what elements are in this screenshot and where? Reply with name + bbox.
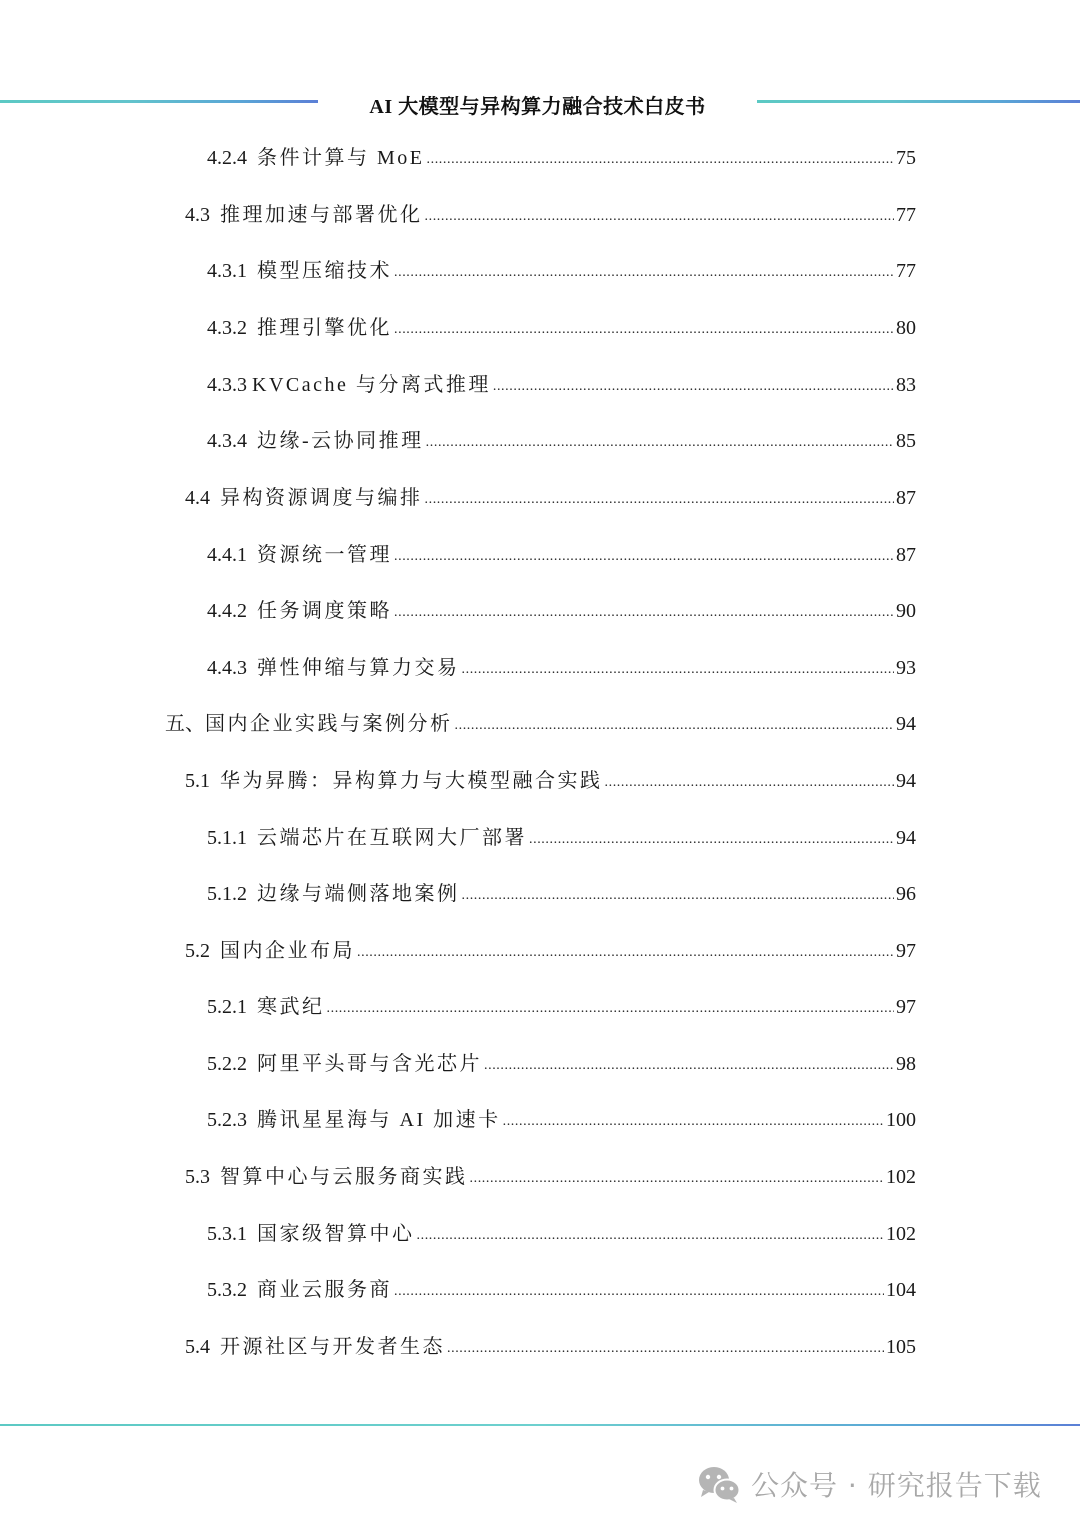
watermark-text: 公众号 · 研究报告下载 bbox=[751, 1469, 1042, 1502]
toc-entry-title: 边缘-云协同推理 bbox=[257, 430, 424, 452]
toc-entry-page: 83 bbox=[896, 374, 916, 396]
toc-entry-page: 96 bbox=[896, 883, 916, 905]
toc-entry[interactable] bbox=[207, 314, 916, 342]
toc-entry-title: 边缘与端侧落地案例 bbox=[257, 883, 460, 905]
toc-leader-dots bbox=[327, 995, 895, 1023]
toc-entry-page: 87 bbox=[896, 544, 916, 566]
toc-entry-page: 93 bbox=[896, 657, 916, 679]
toc-leader-dots bbox=[503, 1108, 884, 1136]
toc-entry-title: 华为昇腾：异构算力与大模型融合实践 bbox=[220, 770, 603, 792]
toc-entry-page: 94 bbox=[896, 827, 916, 849]
toc-entry[interactable] bbox=[185, 767, 916, 795]
toc-entry[interactable] bbox=[207, 1276, 916, 1304]
toc-leader-dots bbox=[394, 1278, 884, 1306]
toc-leader-dots bbox=[425, 203, 895, 231]
toc-entry-title: 模型压缩技术 bbox=[257, 260, 392, 282]
toc-entry[interactable] bbox=[185, 484, 916, 512]
toc-leader-dots bbox=[394, 316, 894, 344]
toc-entry[interactable] bbox=[207, 427, 916, 455]
footer-rule bbox=[0, 1424, 1080, 1426]
toc-entry-title: 弹性伸缩与算力交易 bbox=[257, 657, 460, 679]
toc-entry-page: 104 bbox=[886, 1279, 916, 1301]
toc-leader-dots bbox=[447, 1335, 884, 1363]
toc-leader-dots bbox=[462, 882, 895, 910]
toc-entry-page: 102 bbox=[886, 1166, 916, 1188]
toc-leader-dots bbox=[357, 939, 894, 967]
toc-entry-number: 4.4.2 bbox=[207, 600, 257, 622]
toc-entry-title: 推理加速与部署优化 bbox=[220, 204, 423, 226]
toc-leader-dots bbox=[394, 259, 894, 287]
toc-leader-dots bbox=[605, 769, 895, 797]
toc-entry-title: 任务调度策略 bbox=[257, 600, 392, 622]
toc-entry-number: 5.1 bbox=[185, 770, 220, 792]
toc-entry[interactable] bbox=[207, 1106, 916, 1134]
toc-entry-number: 4.4 bbox=[185, 487, 220, 509]
toc-entry-page: 102 bbox=[886, 1223, 916, 1245]
toc-entry[interactable] bbox=[185, 937, 916, 965]
toc-entry-number: 5.3 bbox=[185, 1166, 220, 1188]
toc-leader-dots bbox=[425, 486, 895, 514]
toc-entry-number: 5.2 bbox=[185, 940, 220, 962]
toc-entry[interactable] bbox=[207, 541, 916, 569]
toc-entry-page: 100 bbox=[886, 1109, 916, 1131]
toc-entry[interactable] bbox=[185, 1333, 916, 1361]
toc-entry-page: 77 bbox=[896, 204, 916, 226]
toc-entry-number: 5.2.3 bbox=[207, 1109, 257, 1131]
toc-entry[interactable] bbox=[207, 371, 916, 399]
toc-entry-page: 105 bbox=[886, 1336, 916, 1358]
toc-leader-dots bbox=[394, 543, 894, 571]
toc-entry-title: 寒武纪 bbox=[257, 996, 325, 1018]
header-rule-left bbox=[0, 100, 318, 103]
toc-entry-number: 4.4.1 bbox=[207, 544, 257, 566]
toc-entry-page: 75 bbox=[896, 147, 916, 169]
toc-entry[interactable] bbox=[207, 257, 916, 285]
header-rule-right bbox=[757, 100, 1080, 103]
toc-entry[interactable] bbox=[207, 824, 916, 852]
toc-entry-title: 国内企业布局 bbox=[220, 940, 355, 962]
toc-entry-number: 4.3.4 bbox=[207, 430, 257, 452]
toc-leader-dots bbox=[394, 599, 894, 627]
toc-entry-title: 条件计算与 MoE bbox=[257, 147, 425, 169]
toc-entry-number: 5.2.2 bbox=[207, 1053, 257, 1075]
toc-entry[interactable] bbox=[207, 1050, 916, 1078]
toc-entry-page: 90 bbox=[896, 600, 916, 622]
toc-entry-number: 4.3 bbox=[185, 204, 220, 226]
toc-entry-title: 阿里平头哥与含光芯片 bbox=[257, 1053, 482, 1075]
toc-leader-dots bbox=[426, 429, 894, 457]
toc-entry[interactable] bbox=[207, 654, 916, 682]
toc-entry-title: 国家级智算中心 bbox=[257, 1223, 415, 1245]
toc-leader-dots bbox=[455, 712, 895, 740]
toc-entry-title: 商业云服务商 bbox=[257, 1279, 392, 1301]
toc-entry-title: 智算中心与云服务商实践 bbox=[220, 1166, 468, 1188]
toc-entry-number: 4.3.2 bbox=[207, 317, 257, 339]
toc-entry-number: 5.4 bbox=[185, 1336, 220, 1358]
toc-entry[interactable] bbox=[185, 1163, 916, 1191]
toc-leader-dots bbox=[427, 146, 895, 174]
toc-entry-page: 85 bbox=[896, 430, 916, 452]
toc-entry-number: 5.3.2 bbox=[207, 1279, 257, 1301]
toc-entry[interactable] bbox=[165, 710, 916, 738]
toc-leader-dots bbox=[529, 826, 894, 854]
footer-watermark bbox=[697, 1464, 1042, 1504]
toc-leader-dots bbox=[462, 656, 895, 684]
toc-entry-title: 云端芯片在互联网大厂部署 bbox=[257, 827, 527, 849]
toc-leader-dots bbox=[470, 1165, 885, 1193]
toc-entry[interactable] bbox=[185, 201, 916, 229]
toc-entry-number: 五、 bbox=[165, 713, 205, 735]
toc-entry-title: 异构资源调度与编排 bbox=[220, 487, 423, 509]
toc-entry-page: 98 bbox=[896, 1053, 916, 1075]
toc-entry[interactable] bbox=[207, 597, 916, 625]
toc-entry-title: 腾讯星星海与 AI 加速卡 bbox=[257, 1109, 501, 1131]
toc-entry-title: 国内企业实践与案例分析 bbox=[205, 713, 453, 735]
document-header-title: AI 大模型与异构算力融合技术白皮书 bbox=[369, 96, 706, 118]
toc-entry-number: 4.2.4 bbox=[207, 147, 257, 169]
toc-entry[interactable] bbox=[207, 144, 916, 172]
toc-entry-number: 5.1.1 bbox=[207, 827, 257, 849]
toc-entry-title: 开源社区与开发者生态 bbox=[220, 1336, 445, 1358]
toc-leader-dots bbox=[484, 1052, 894, 1080]
wechat-icon bbox=[697, 1464, 741, 1504]
toc-entry-page: 94 bbox=[896, 713, 916, 735]
toc-entry-number: 5.3.1 bbox=[207, 1223, 257, 1245]
toc-entry-page: 77 bbox=[896, 260, 916, 282]
toc-entry-page: 80 bbox=[896, 317, 916, 339]
toc-entry[interactable] bbox=[207, 993, 916, 1021]
toc-entry-number: 4.3.1 bbox=[207, 260, 257, 282]
toc-entry-number: 5.1.2 bbox=[207, 883, 257, 905]
toc-entry-number: 5.2.1 bbox=[207, 996, 257, 1018]
toc-entry-title: 推理引擎优化 bbox=[257, 317, 392, 339]
toc-entry-number: 4.4.3 bbox=[207, 657, 257, 679]
toc-entry-number: 4.3.3 bbox=[207, 374, 252, 396]
toc-entry-page: 97 bbox=[896, 996, 916, 1018]
toc-entry-title: 资源统一管理 bbox=[257, 544, 392, 566]
toc-leader-dots bbox=[493, 373, 894, 401]
toc-leader-dots bbox=[417, 1222, 885, 1250]
toc-entry-title: KVCache 与分离式推理 bbox=[252, 374, 491, 396]
toc-entry[interactable] bbox=[207, 880, 916, 908]
toc-entry-page: 97 bbox=[896, 940, 916, 962]
toc-entry[interactable] bbox=[207, 1220, 916, 1248]
toc-entry-page: 94 bbox=[896, 770, 916, 792]
toc-entry-page: 87 bbox=[896, 487, 916, 509]
